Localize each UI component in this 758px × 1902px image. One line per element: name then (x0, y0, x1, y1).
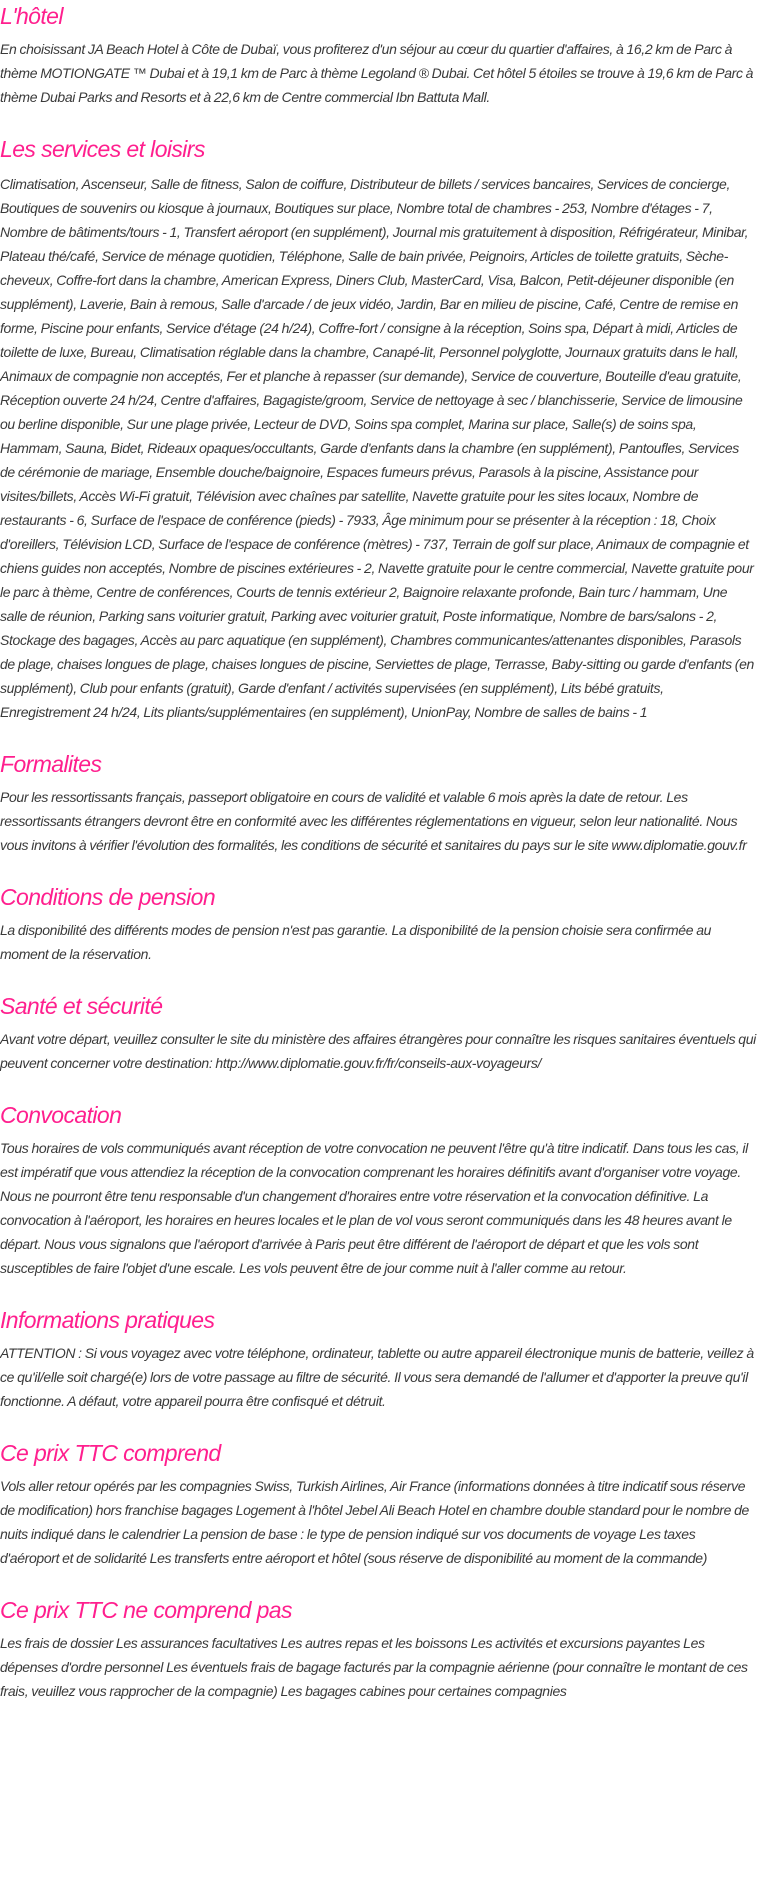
section-title: Informations pratiques (0, 1307, 215, 1333)
section-body: En choisissant JA Beach Hotel à Côte de Dubaï, vous profiterez d'un séjour au cœur du quartier d'affaires, à 16,2 km de Parc à thème MOTIONGATE ™ Dubai et à 19,1 km de Parc à thème Legoland ® Dubai. Cet hôtel 5 étoiles se trouve à 19,6 km de Parc à thème Dubai Parks and Resorts et à 22,6 km de Centre commercial Ibn Battuta Mall. (0, 41, 754, 105)
section-title: Convocation (0, 1102, 122, 1128)
section-body: Avant votre départ, veuillez consulter le site du ministère des affaires étrangères pour connaître les risques sanitaires éventuels qui peuvent concerner votre destination: http://www.diplomatie.gouv.fr/fr/conseils-aux-voyageurs/ (0, 1031, 756, 1071)
section-title: Conditions de pension (0, 884, 216, 910)
section-body: Vols aller retour opérés par les compagnies Swiss, Turkish Airlines, Air France (informations données à titre indicatif sous réserve de modification) hors franchise bagages Logement à l'hôtel Jebel Ali Beach Hotel en chambre double standard pour le nombre de nuits indiqué dans le calendrier La pension de base : le type de pension indiqué sur vos documents de voyage Les taxes d'aéroport et de solidarité Les transferts entre aéroport et hôtel (sous réserve de disponibilité au moment de la commande) (0, 1478, 749, 1566)
section-body: ATTENTION : Si vous voyagez avec votre téléphone, ordinateur, tablette ou autre appareil électronique munis de batterie, veillez à ce qu'il/elle soit chargé(e) lors de votre passage au filtre de sécurité. Il vous sera demandé de l'allumer et d'apporter la preuve qu'il fonctionne. A défaut, votre appareil pourra être confisqué et détruit. (0, 1345, 754, 1409)
section-title: L'hôtel (0, 3, 63, 29)
section-title: Les services et loisirs (0, 136, 205, 162)
section-body: La disponibilité des différents modes de pension n'est pas garantie. La disponibilité de la pension choisie sera confirmée au moment de la réservation. (0, 922, 712, 962)
section-hotel (0, 0, 756, 109)
section-title: Santé et sécurité (0, 993, 163, 1019)
section-convocation (0, 1099, 756, 1280)
section-services-loisirs (0, 133, 756, 724)
section-title: Ce prix TTC ne comprend pas (0, 1597, 292, 1623)
section-prix-ne-comprend-pas (0, 1594, 756, 1703)
section-title: Formalites (0, 751, 102, 777)
section-sante-securite (0, 990, 756, 1075)
section-body: Pour les ressortissants français, passeport obligatoire en cours de validité et valable 6 mois après la date de retour. Les ressortissants étrangers devront être en conformité avec les différentes réglementations en vigueur, selon leur nationalité. Nous vous invitons à vérifier l'évolution des formalités, les conditions de sécurité et sanitaires du pays sur le site www.diplomatie.gouv.fr (0, 789, 747, 853)
section-body: Tous horaires de vols communiqués avant réception de votre convocation ne peuvent l'être qu'à titre indicatif. Dans tous les cas, il est impératif que vous attendiez la réception de la convocation comprenant les horaires définitifs avant d'organiser votre voyage. Nous ne pourront être tenu responsable d'un changement d'horaires entre votre réservation et la convocation définitive. La convocation à l'aéroport, les horaires en heures locales et le plan de vol vous seront communiqués dans les 48 heures avant le départ. Nous vous signalons que l'aéroport d'arrivée à Paris peut être différent de l'aéroport de départ et que les vols sont susceptibles de faire l'objet d'une escale. Les vols peuvent être de jour comme nuit à l'aller comme au retour. (0, 1140, 748, 1276)
section-conditions-pension (0, 881, 756, 966)
section-formalites (0, 748, 756, 857)
section-body: Les frais de dossier Les assurances facultatives Les autres repas et les boissons Les activités et excursions payantes Les dépenses d'ordre personnel Les éventuels frais de bagage facturés par la compagnie aérienne (pour connaître le montant de ces frais, veuillez vous rapprocher de la compagnie) Les bagages cabines pour certaines compagnies (0, 1635, 748, 1699)
section-prix-comprend (0, 1437, 756, 1570)
section-title: Ce prix TTC comprend (0, 1440, 221, 1466)
section-informations-pratiques (0, 1304, 756, 1413)
section-body: Climatisation, Ascenseur, Salle de fitness, Salon de coiffure, Distributeur de billets / services bancaires, Services de concierge, Boutiques de souvenirs ou kiosque à journaux, Boutiques sur place, Nombre total de chambres - 253, Nombre d'étages - 7, Nombre de bâtiments/tours - 1, Transfert aéroport (en supplément), Journal mis gratuitement à disposition, Réfrigérateur, Minibar, Plateau thé/café, Service de ménage quotidien, Téléphone, Salle de bain privée, Peignoirs, Articles de toilette gratuits, Sèche-cheveux, Coffre-fort dans la chambre, American Express, Diners Club, MasterCard, Visa, Balcon, Petit-déjeuner disponible (en supplément), Laverie, Bain à remous, Salle d'arcade / de jeux vidéo, Jardin, Bar en milieu de piscine, Café, Centre de remise en forme, Piscine pour enfants, Service d'étage (24 h/24), Coffre-fort / consigne à la réception, Soins spa, Départ à midi, Articles de toilette de luxe, Bureau, Climatisation réglable dans la chambre, Canapé-lit, Personnel polyglotte, Journaux gratuits dans le hall, Animaux de compagnie non acceptés, Fer et planche à repasser (sur demande), Service de couverture, Bouteille d'eau gratuite, Réception ouverte 24 h/24, Centre d'affaires, Bagagiste/groom, Service de nettoyage à sec / blanchisserie, Service de limousine ou berline disponible, Sur une plage privée, Lecteur de DVD, Soins spa complet, Marina sur place, Salle(s) de soins spa, Hammam, Sauna, Bidet, Rideaux opaques/occultants, Garde d'enfants dans la chambre (en supplément), Pantoufles, Services de cérémonie de mariage, Ensemble douche/baignoire, Espaces fumeurs prévus, Parasols à la piscine, Assistance pour visites/billets, Accès Wi-Fi gratuit, Télévision avec chaînes par satellite, Navette gratuite pour les sites locaux, Nombre de restaurants - 6, Surface de l'espace de conférence (pieds) - 7933, Âge minimum pour se présenter à la réception : 18, Choix d'oreillers, Télévision LCD, Surface de l'espace de conférence (mètres) - 737, Terrain de golf sur place, Animaux de compagnie et chiens guides non acceptés, Nombre de piscines extérieures - 2, Navette gratuite pour le centre commercial, Navette gratuite pour le parc à thème, Centre de conférences, Courts de tennis extérieur 2, Baignoire relaxante profonde, Bain turc / hammam, Une salle de réunion, Parking sans voiturier gratuit, Parking avec voiturier gratuit, Poste informatique, Nombre de bars/salons - 2, Stockage des bagages, Accès au parc aquatique (en supplément), Chambres communicantes/attenantes disponibles, Parasols de plage, chaises longues de plage, chaises longues de piscine, Serviettes de plage, Terrasse, Baby-sitting ou garde d'enfants (en supplément), Club pour enfants (gratuit), Garde d'enfant / activités supervisées (en supplément), Lits bébé gratuits, Enregistrement 24 h/24, Lits pliants/supplémentaires (en supplément), UnionPay, Nombre de salles de bains - 1 (0, 176, 754, 720)
